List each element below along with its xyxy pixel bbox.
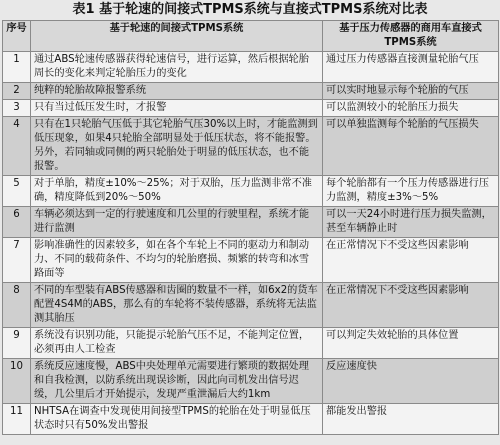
row-number: 8	[3, 283, 31, 328]
indirect-cell: 对于单胎，精度±10%～25%；对于双胎，压力监测非常不准确，精度降低到20%～50%	[31, 176, 323, 207]
header-direct: 基于压力传感器的商用车直接式TPMS系统	[323, 21, 499, 52]
table-row	[3, 176, 499, 207]
row-number: 3	[3, 100, 31, 117]
indirect-cell: NHTSA在调查中发现使用间接型TPMS的轮胎在处于明显低压状态时只有50%发出警报	[31, 404, 323, 435]
indirect-cell: 只有当过低压发生时，才报警	[31, 100, 323, 117]
indirect-cell: 通过ABS轮速传感器获得轮速信号，进行运算，然后根据轮胎周长的变化来判定轮胎压力的变化	[31, 52, 323, 83]
row-number: 10	[3, 359, 31, 404]
row-number: 9	[3, 328, 31, 359]
table-row	[3, 100, 499, 117]
table-row	[3, 83, 499, 100]
table-row	[3, 283, 499, 328]
indirect-cell: 只有在1只轮胎气压低于其它轮胎气压30%以上时，才能监测到低压现象，如果4只轮胎全部明显处于低压状态，将不能报警。另外，若同轴或同侧的两只轮胎处于明显的低压状态，也不能报警。	[31, 117, 323, 176]
table-row	[3, 328, 499, 359]
indirect-cell: 系统反应速度慢，ABS中央处理单元需要进行繁琐的数据处理和自我检测，以防系统出现误诊断，因此向司机发出信号迟缓，几公里后才开始提示，发现严重泄漏后大约1km	[31, 359, 323, 404]
direct-cell: 通过压力传感器直接测量轮胎气压	[323, 52, 499, 83]
direct-cell: 在正常情况下不受这些因素影响	[323, 283, 499, 328]
table-row	[3, 359, 499, 404]
indirect-cell: 车辆必须达到一定的行驶速度和几公里的行驶里程，系统才能进行监测	[31, 207, 323, 238]
comparison-table	[2, 20, 499, 435]
table-title: 表1 基于轮速的间接式TPMS系统与直接式TPMS系统对比表	[72, 2, 428, 17]
direct-cell: 都能发出警报	[323, 404, 499, 435]
table-row	[3, 404, 499, 435]
direct-cell: 反应速度快	[323, 359, 499, 404]
indirect-cell: 纯粹的轮胎故障报警系统	[31, 83, 323, 100]
row-number: 2	[3, 83, 31, 100]
indirect-cell: 影响准确性的因素较多，如在各个车轮上不同的驱动力和制动力、不同的载荷条件、不均匀的轮胎磨损、频繁的转弯和冰雪路面等	[31, 238, 323, 283]
direct-cell: 可以实时地显示每个轮胎的气压	[323, 83, 499, 100]
direct-cell: 在正常情况下不受这些因素影响	[323, 238, 499, 283]
row-number: 11	[3, 404, 31, 435]
direct-cell: 可以单独监测每个轮胎的气压损失	[323, 117, 499, 176]
direct-cell: 可以判定失效轮胎的具体位置	[323, 328, 499, 359]
table-row	[3, 117, 499, 176]
table-row	[3, 52, 499, 83]
indirect-cell: 系统没有识别功能，只能提示轮胎气压不足，不能判定位置，必须再由人工检查	[31, 328, 323, 359]
direct-cell: 可以一天24小时进行压力损失监测，甚至车辆静止时	[323, 207, 499, 238]
indirect-cell: 不同的车型装有ABS传感器和齿圈的数量不一样，如6x2的货车配置4S4M的ABS，那么有的车轮将不装传感器，系统将无法监测其胎压	[31, 283, 323, 328]
row-number: 6	[3, 207, 31, 238]
header-row	[3, 21, 499, 52]
header-indirect: 基于轮速的间接式TPMS系统	[31, 21, 323, 52]
table-row	[3, 207, 499, 238]
row-number: 7	[3, 238, 31, 283]
row-number: 5	[3, 176, 31, 207]
row-number: 4	[3, 117, 31, 176]
header-no: 序号	[3, 21, 31, 52]
direct-cell: 可以监测较小的轮胎压力损失	[323, 100, 499, 117]
direct-cell: 每个轮胎都有一个压力传感器进行压力监测，精度±3%～5%	[323, 176, 499, 207]
table-row	[3, 238, 499, 283]
row-number: 1	[3, 52, 31, 83]
